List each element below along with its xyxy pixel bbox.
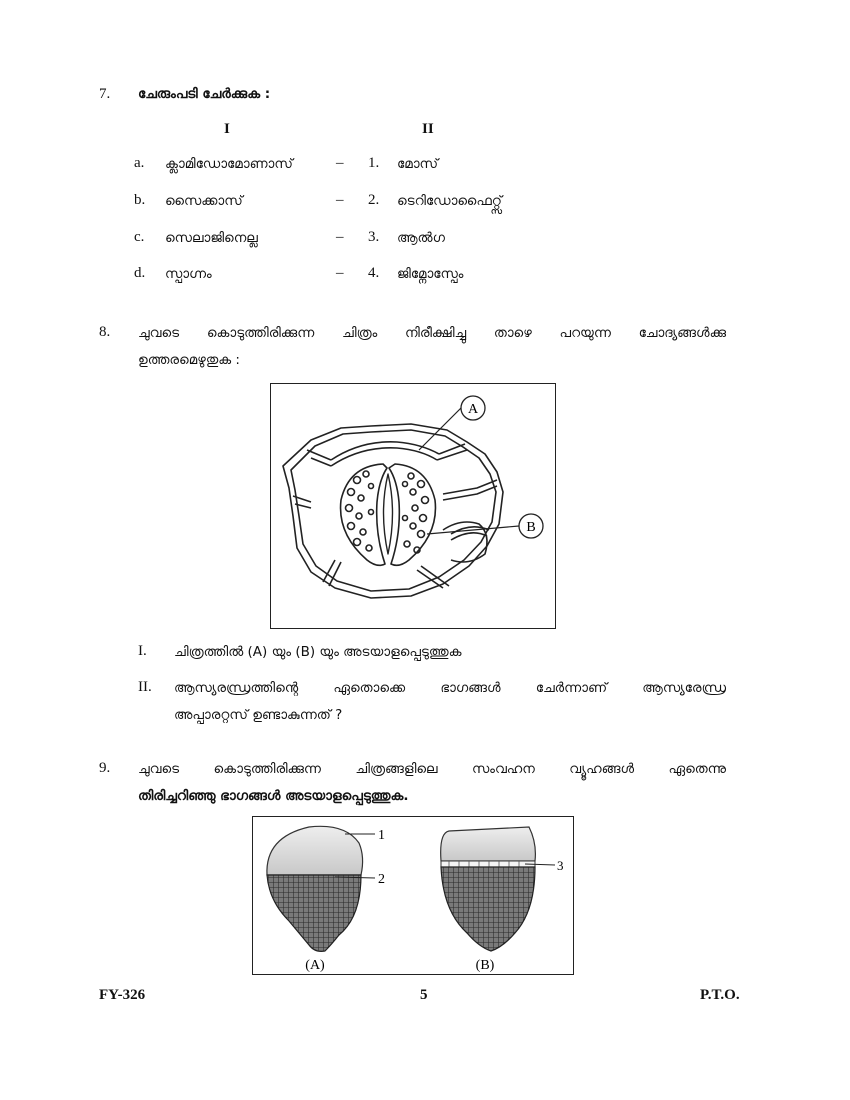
label-a: A — [467, 402, 479, 417]
q8-sub2-line2: അപ്പാരറ്റസ് ഉണ്ടാകുന്നത് ? — [174, 707, 343, 723]
row-number: 4. — [368, 265, 380, 281]
label-3: 3 — [557, 858, 564, 873]
row-left-item: സൈക്കാസ് — [165, 193, 243, 209]
row-letter: c. — [134, 229, 145, 245]
row-letter: a. — [134, 155, 145, 171]
q7-col2-heading: II — [422, 121, 434, 137]
row-dash: – — [336, 229, 344, 245]
bundle-a — [267, 826, 363, 951]
vascular-bundle-figure — [252, 816, 574, 975]
caption-b: (B) — [475, 958, 495, 973]
row-dash: – — [336, 155, 344, 171]
row-left-item: സ്പാഗ്നം — [165, 266, 212, 282]
q8-sub1-text: ചിത്രത്തിൽ (A) യും (B) യും അടയാളപ്പെടുത്തുക — [174, 644, 462, 660]
label-2: 2 — [378, 872, 385, 887]
vascular-bundle-diagram — [253, 817, 573, 974]
q9-prompt-line1: ചുവടെ കൊടുത്തിരിക്കുന്ന ചിത്രങ്ങളിലെ സംവഹന വ്യൂഹങ്ങൾ ഏതെന്നു — [138, 761, 726, 777]
q8-prompt-line2: ഉത്തരമെഴുതുക : — [138, 352, 240, 368]
q8-prompt-line1: ചുവടെ കൊടുത്തിരിക്കുന്ന ചിത്രം നിരീക്ഷിച്ചു താഴെ പറയുന്ന ചോദ്യങ്ങൾക്കു — [138, 325, 726, 341]
q8-sub1-number: I. — [138, 643, 147, 659]
bundle-b — [441, 827, 536, 951]
paper-code: FY-326 — [99, 987, 146, 1003]
caption-a: (A) — [305, 958, 325, 973]
q9-prompt-line2: തിരിച്ചറിഞ്ഞു ഭാഗങ്ങൾ അടയാളപ്പെടുത്തുക. — [138, 788, 409, 804]
stomata-diagram — [271, 384, 555, 628]
leader-line-a — [419, 408, 461, 450]
q7-col1-heading: I — [224, 121, 230, 137]
q8-number: 8. — [99, 324, 111, 340]
row-left-item: സെലാജിനെല്ല — [165, 230, 258, 246]
stomata-figure — [270, 383, 556, 629]
row-letter: b. — [134, 192, 146, 208]
row-right-item: ജിമ്നോസ്പേം — [397, 266, 464, 282]
row-dash: – — [336, 192, 344, 208]
row-number: 2. — [368, 192, 380, 208]
pto-label: P.T.O. — [700, 987, 740, 1003]
row-right-item: മോസ് — [397, 156, 439, 172]
q9-number: 9. — [99, 760, 111, 776]
page-number: 5 — [420, 987, 428, 1003]
q8-sub2-line1: ആസ്യരന്ധ്രത്തിന്റെ ഏതൊക്കെ ഭാഗങ്ങൾ ചേർന്നാണ് ആസ്യരേന്ധ്ര — [174, 680, 726, 696]
row-letter: d. — [134, 265, 146, 281]
row-right-item: ടെറിഡോഫൈറ്റ്സ് — [397, 193, 502, 209]
row-number: 1. — [368, 155, 380, 171]
label-1: 1 — [378, 828, 385, 843]
row-dash: – — [336, 265, 344, 281]
q7-number: 7. — [99, 86, 111, 102]
row-number: 3. — [368, 229, 380, 245]
label-b: B — [526, 520, 536, 535]
q7-title: ചേരുംപടി ചേർക്കുക : — [138, 86, 271, 102]
row-left-item: ക്ലാമിഡോമോണാസ് — [165, 156, 293, 172]
row-right-item: ആൽഗ — [397, 230, 445, 246]
q8-sub2-number: II. — [138, 679, 152, 695]
